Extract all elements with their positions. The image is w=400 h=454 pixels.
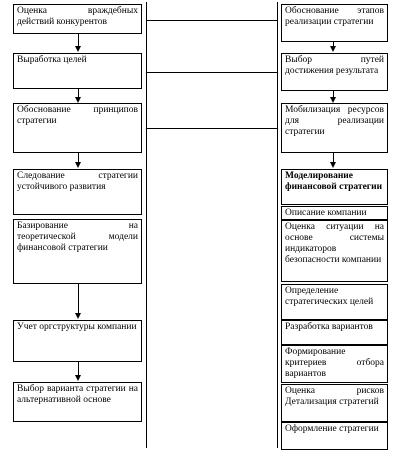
left-step-5: Базирование на теоретической модели финансовой стратегии xyxy=(13,219,142,284)
right-step-7: Определение стратегических целей xyxy=(281,284,388,320)
connector-1 xyxy=(146,20,277,21)
left-arrow-head-1 xyxy=(75,46,81,52)
left-arrow-head-6 xyxy=(75,375,81,381)
divider-line-left xyxy=(146,2,147,448)
right-step-2: Выбор путей достижения результата xyxy=(281,53,388,91)
right-step-9: Формирование критериев отбора вариантов xyxy=(281,345,388,383)
right-arrow-head-1 xyxy=(330,46,336,52)
left-step-6: Учет оргструктуры компании xyxy=(13,320,142,362)
left-arrow-line-6 xyxy=(78,362,79,376)
left-arrow-head-2 xyxy=(75,97,81,103)
left-step-1: Оценка враждебных действий конкурентов xyxy=(13,4,142,34)
right-step-10: Оценка рисков Детализация стратегий xyxy=(281,384,388,422)
left-arrow-line-2 xyxy=(78,89,79,97)
right-step-3: Мобилизация ресурсов для реализации стратегии xyxy=(281,103,388,153)
left-arrow-line-5 xyxy=(78,284,79,313)
left-step-4: Следование стратегии устойчивого развития xyxy=(13,169,142,215)
right-arrow-head-3 xyxy=(330,162,336,168)
right-step-6: Оценка ситуации на основе системы индикаторов безопасности компании xyxy=(281,220,388,282)
connector-3 xyxy=(146,128,277,129)
divider-line-right xyxy=(277,2,278,448)
connector-2 xyxy=(146,72,277,73)
right-step-8: Разработка вариантов xyxy=(281,320,388,345)
left-arrow-line-1 xyxy=(78,34,79,46)
left-step-3: Обоснование принципов стратегии xyxy=(13,103,142,153)
left-step-2: Выработка целей xyxy=(13,53,142,89)
right-arrow-head-2 xyxy=(330,97,336,103)
left-arrow-head-5 xyxy=(75,313,81,319)
left-arrow-head-3 xyxy=(75,162,81,168)
right-step-11: Оформление стратегии xyxy=(281,422,388,450)
left-step-7: Выбор варианта стратегии на альтернативной основе xyxy=(13,382,142,422)
right-step-5: Описание компании xyxy=(281,206,388,220)
right-step-4: Моделирование финансовой стратегии xyxy=(281,169,388,205)
right-step-1: Обоснование этапов реализации стратегии xyxy=(281,4,388,42)
